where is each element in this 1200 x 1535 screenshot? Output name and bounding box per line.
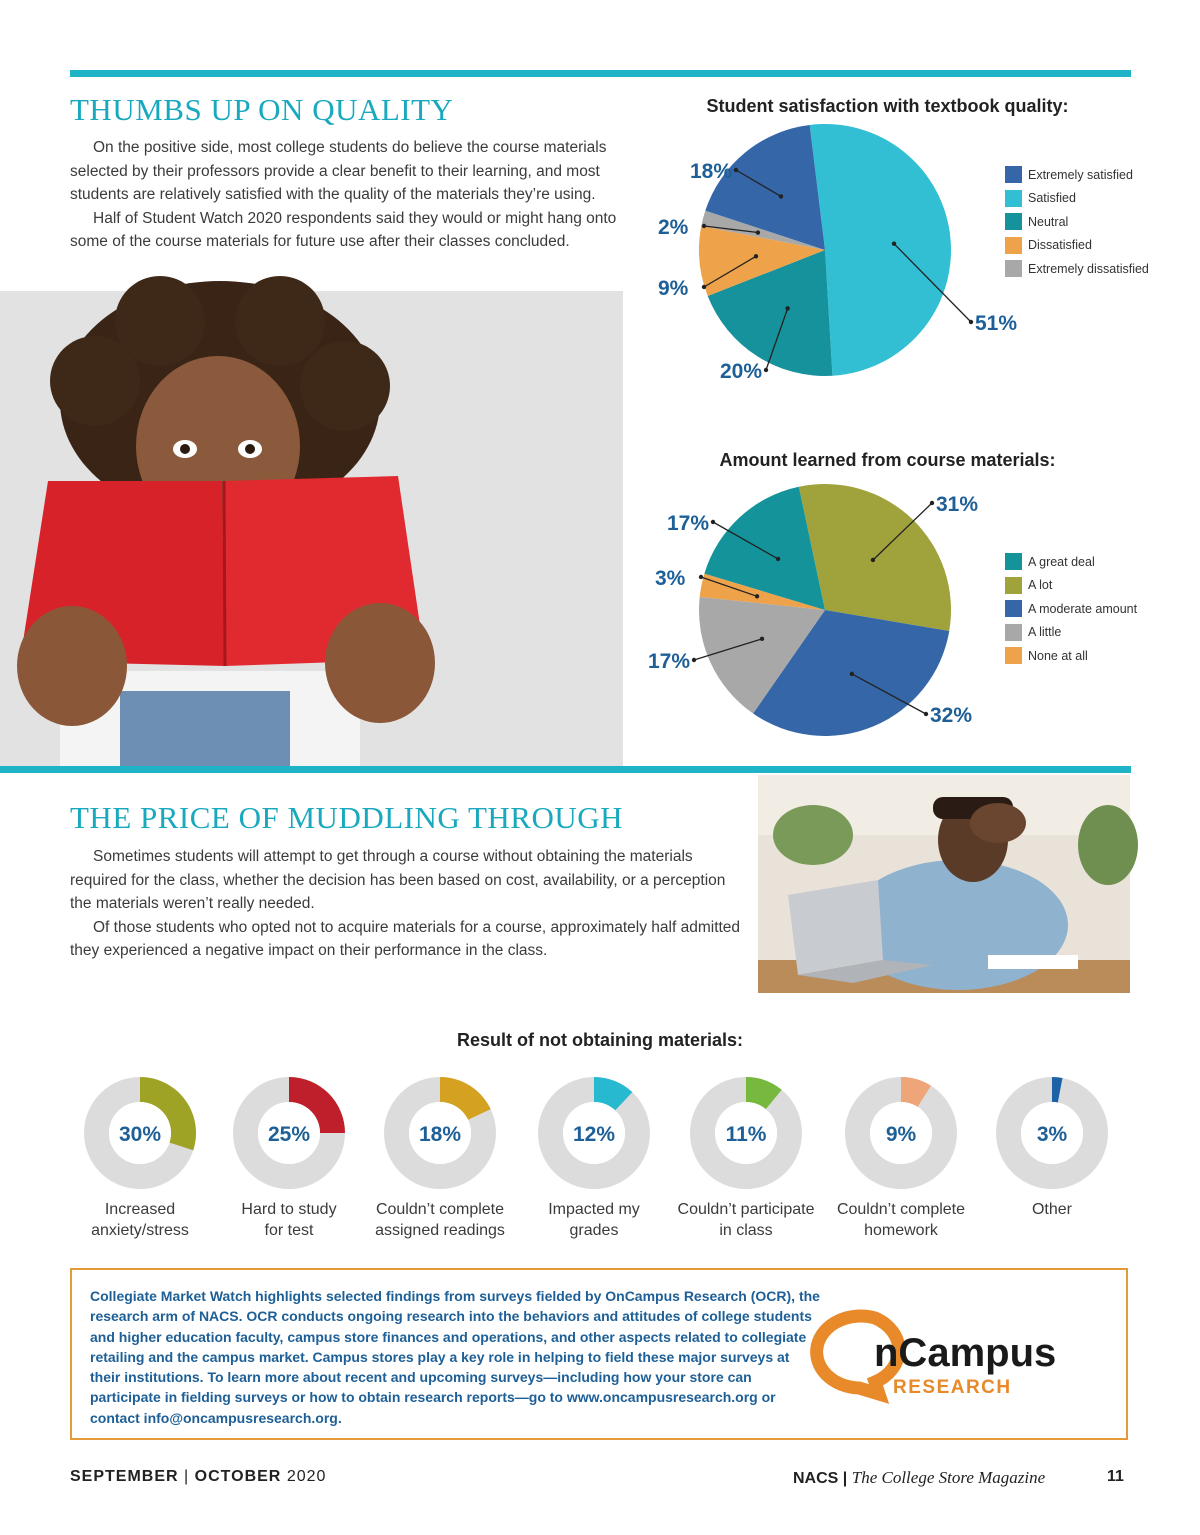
legend-item: [1005, 621, 1137, 645]
pie-data-label: 32%: [930, 704, 973, 727]
footer-month: SEPTEMBER: [70, 1468, 179, 1485]
pie-chart-satisfaction: [640, 120, 1018, 395]
section-quality-body: [70, 136, 625, 254]
info-box-text: Collegiate Market Watch highlights selected findings from surveys fielded by OnCampus Research (OCR), the research arm of NACS. OCR conducts ongoing research into the behaviors and attitudes of college students and higher education faculty, campus store finances and operations, and other aspects related to collegiate retailing and the campus market. Campus stores play a key role in helping to field these major surveys at their institutions. To learn more about recent and upcoming surveys—including how your store can participate in fielding surveys or how to obtain research reports—go to www.oncampusresearch.org or contact info@oncampusresearch.org.: [90, 1288, 820, 1426]
donut-category-label-line: Other: [1031, 1201, 1072, 1218]
legend-item: [1005, 187, 1149, 211]
donut-data-label: 30%: [118, 1123, 162, 1146]
legend-swatch: [1005, 553, 1022, 570]
leader-dot: [785, 306, 789, 310]
leader-dot: [754, 254, 758, 258]
logo-wordmark: nCampus: [874, 1331, 1057, 1375]
footer-pipe: |: [842, 1470, 848, 1487]
leader-dot: [924, 712, 928, 716]
legend-swatch: [1005, 647, 1022, 664]
donut-data-label: 11%: [725, 1123, 767, 1146]
donut-category-label-line: Hard to study: [241, 1201, 337, 1218]
legend-label: Extremely dissatisfied: [1028, 261, 1149, 276]
leader-dot: [871, 558, 875, 562]
donut-charts-result: [0, 1070, 1200, 1200]
donut-category-label: [365, 1199, 515, 1241]
footer-year: 2020: [286, 1468, 327, 1485]
logo-subword: RESEARCH: [893, 1377, 1012, 1398]
legend-swatch: [1005, 213, 1022, 230]
donut-category-label: [977, 1199, 1127, 1220]
donut-category-label-line: assigned readings: [375, 1222, 505, 1239]
legend-swatch: [1005, 237, 1022, 254]
page-number: 11: [1107, 1468, 1124, 1485]
info-box: [70, 1268, 1128, 1440]
leader-dot: [969, 320, 973, 324]
footer-publication: [793, 1468, 1045, 1488]
legend-swatch: [1005, 260, 1022, 277]
pie-data-label: 2%: [658, 216, 689, 239]
pie-data-label: 9%: [658, 277, 689, 300]
donut-category-label-line: homework: [864, 1222, 938, 1239]
legend-label: Neutral: [1028, 214, 1069, 229]
leader-dot: [702, 224, 706, 228]
legend-swatch: [1005, 577, 1022, 594]
leader-dot: [756, 230, 760, 234]
leader-dot: [692, 658, 696, 662]
paragraph: On the positive side, most college students do believe the course materials selected by their professors provide a clear benefit to their learning, and most students are relatively satisfied with the quality of the materials they’re using.: [70, 139, 607, 203]
legend-swatch: [1005, 624, 1022, 641]
pie-slice-satisfied: [810, 124, 951, 376]
legend-swatch: [1005, 190, 1022, 207]
legend-item: [1005, 163, 1149, 187]
legend-label: A moderate amount: [1028, 601, 1138, 616]
legend-learned: [1005, 550, 1137, 668]
legend-item: [1005, 644, 1137, 668]
pie-data-label: 20%: [720, 360, 763, 383]
legend-item: [1005, 257, 1149, 281]
legend-label: A lot: [1028, 578, 1053, 593]
donut-category-label-line: grades: [569, 1222, 619, 1239]
donut-category-label-line: Increased: [104, 1201, 176, 1218]
footer-org: NACS: [793, 1470, 839, 1487]
leader-dot: [755, 594, 759, 598]
legend-item: [1005, 550, 1137, 574]
pie-data-label: 17%: [648, 650, 691, 673]
leader-dot: [892, 242, 896, 246]
paragraph: Half of Student Watch 2020 respondents said they would or might hang onto some of the course materials for future use after their classes concluded.: [70, 209, 617, 250]
section-rule: [0, 766, 1131, 773]
chart-title-satisfaction: Student satisfaction with textbook quality:: [706, 96, 1069, 116]
section-heading-quality: THUMBS UP ON QUALITY: [70, 92, 454, 127]
legend-label: A great deal: [1028, 554, 1095, 569]
pie-data-label: 17%: [667, 512, 710, 535]
footer-separator: |: [184, 1468, 190, 1485]
footer-date: [70, 1468, 326, 1486]
leader-dot: [699, 575, 703, 579]
leader-dot: [764, 368, 768, 372]
section-muddling-body: [70, 845, 750, 963]
leader-dot: [776, 557, 780, 561]
stressed-student-illustration: [758, 775, 1130, 993]
legend-item: [1005, 210, 1149, 234]
donut-category-label-line: Couldn’t complete: [375, 1201, 505, 1218]
legend-label: Satisfied: [1028, 191, 1076, 206]
oncampus-research-logo: [817, 1306, 1117, 1406]
chart-title-learned: Amount learned from course materials:: [719, 450, 1056, 470]
pie-data-label: 18%: [690, 160, 733, 183]
legend-swatch: [1005, 600, 1022, 617]
leader-dot: [930, 501, 934, 505]
legend-item: [1005, 234, 1149, 258]
donut-data-label: 9%: [885, 1123, 917, 1146]
donut-category-label-line: Couldn’t participate: [677, 1201, 815, 1218]
leader-dot: [760, 637, 764, 641]
legend-label: None at all: [1028, 648, 1088, 663]
donut-category-label-line: anxiety/stress: [91, 1222, 189, 1239]
donut-category-label: [65, 1199, 215, 1241]
leader-dot: [734, 168, 738, 172]
student-book-illustration: [0, 291, 623, 766]
footer-month2: OCTOBER: [194, 1468, 282, 1485]
donut-data-label: 12%: [572, 1123, 616, 1146]
paragraph: Of those students who opted not to acquire materials for a course, approximately half admitted they experienced a negative impact on their performance in the class.: [70, 918, 741, 959]
donut-data-label: 18%: [418, 1123, 462, 1146]
pie-data-label: 31%: [936, 493, 979, 516]
legend-item: [1005, 574, 1137, 598]
leader-dot: [711, 520, 715, 524]
donut-category-label: [671, 1199, 821, 1241]
donut-category-label-line: Impacted my: [548, 1201, 640, 1218]
chart-title-result: Result of not obtaining materials:: [456, 1030, 743, 1050]
pie-data-label: 51%: [975, 312, 1018, 335]
donut-data-label: 25%: [267, 1123, 311, 1146]
legend-label: Extremely satisfied: [1028, 167, 1133, 182]
footer-magazine: The College Store Magazine: [851, 1468, 1046, 1487]
donut-category-label: [519, 1199, 669, 1241]
section-heading-muddling: THE PRICE OF MUDDLING THROUGH: [70, 800, 623, 835]
legend-satisfaction: [1005, 163, 1149, 281]
pie-chart-learned: [640, 478, 1000, 740]
donut-category-label: [826, 1199, 976, 1241]
leader-dot: [702, 285, 706, 289]
paragraph: Sometimes students will attempt to get through a course without obtaining the materials required for the class, whether the decision has been based on cost, availability, or a perception the materials weren’t really needed.: [70, 848, 726, 912]
legend-swatch: [1005, 166, 1022, 183]
legend-label: Dissatisfied: [1028, 238, 1092, 253]
photo-student-with-book: [0, 291, 623, 766]
donut-data-label: 3%: [1036, 1123, 1068, 1146]
leader-dot: [779, 194, 783, 198]
legend-item: [1005, 597, 1137, 621]
photo-stressed-student: [758, 775, 1130, 993]
donut-category-label-line: for test: [264, 1222, 314, 1239]
donut-category-label-line: Couldn’t complete: [836, 1201, 966, 1218]
donut-category-label-line: in class: [719, 1222, 773, 1239]
legend-label: A little: [1028, 625, 1062, 640]
top-rule: [70, 70, 1131, 77]
pie-data-label: 3%: [655, 567, 686, 590]
donut-category-label: [214, 1199, 364, 1241]
leader-dot: [850, 672, 854, 676]
